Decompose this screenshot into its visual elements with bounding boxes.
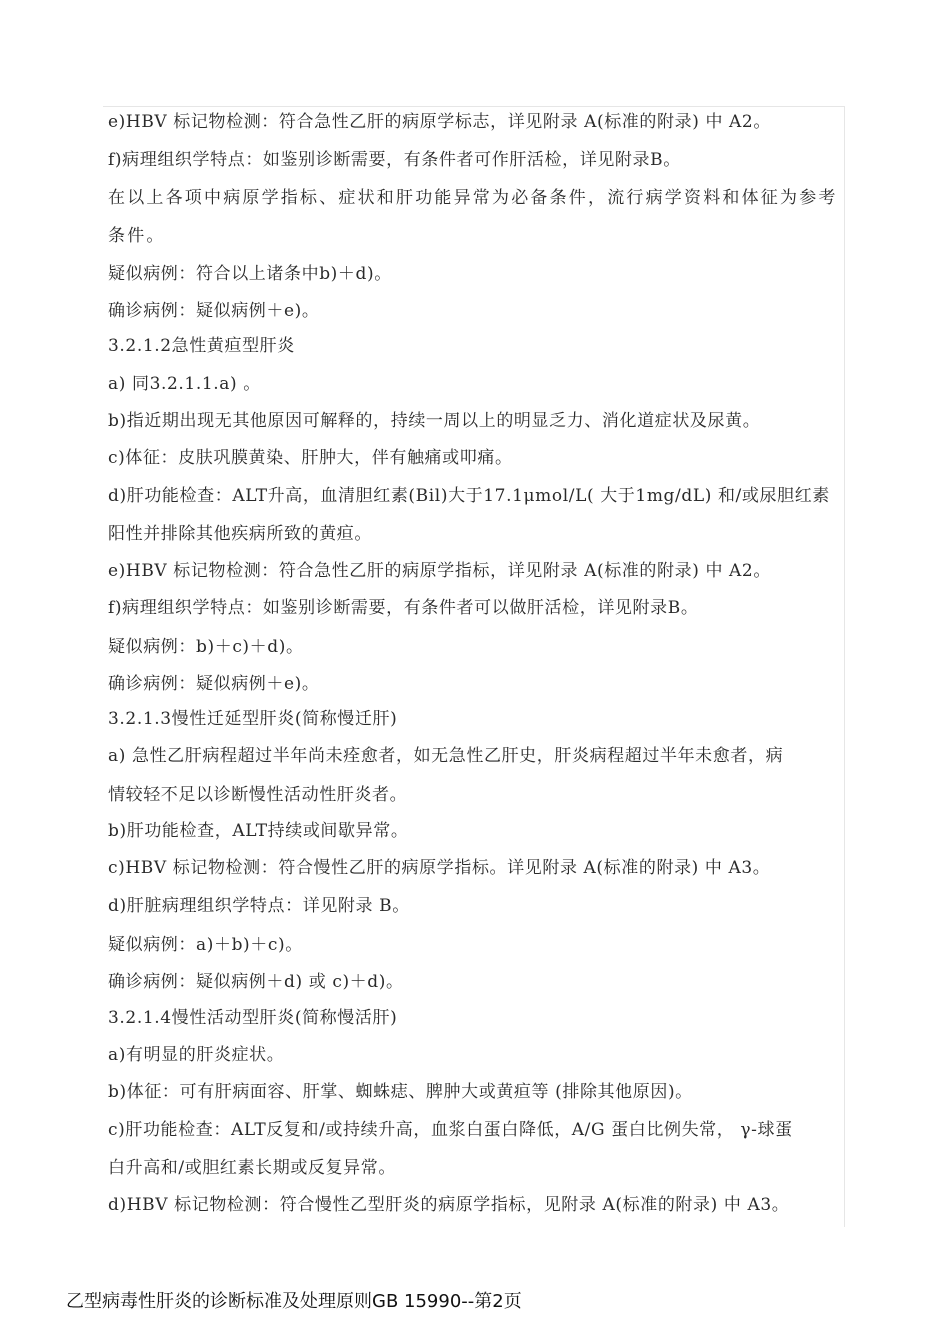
text-line: 确诊病例：疑似病例＋d) 或 c)＋d)。 — [108, 972, 404, 992]
text-line: 白升高和/或胆红素长期或反复异常。 — [108, 1158, 396, 1178]
text-line: 疑似病例：符合以上诸条中b)＋d)。 — [108, 264, 392, 284]
text-line: c)HBV 标记物检测：符合慢性乙肝的病原学指标。详见附录 A(标准的附录) 中 A3。 — [108, 858, 771, 878]
text-line: d)肝功能检查：ALT升高，血清胆红素(Bil)大于17.1μmol/L( 大于1mg/dL) 和/或尿胆红素 — [108, 486, 830, 506]
text-line: a)有明显的肝炎症状。 — [108, 1045, 285, 1065]
text-line: 阳性并排除其他疾病所致的黄疸。 — [108, 524, 372, 544]
text-line: 确诊病例：疑似病例＋e)。 — [108, 674, 320, 694]
text-line: b)指近期出现无其他原因可解释的，持续一周以上的明显乏力、消化道症状及尿黄。 — [108, 411, 761, 431]
text-line: d)肝脏病理组织学特点：详见附录 B。 — [108, 896, 410, 916]
text-line: b)肝功能检查，ALT持续或间歇异常。 — [108, 821, 409, 841]
text-line: 疑似病例：b)＋c)＋d)。 — [108, 637, 304, 657]
text-line: c)肝功能检查：ALT反复和/或持续升高，血浆白蛋白降低，A/G 蛋白比例失常， γ-球蛋 — [108, 1120, 793, 1140]
text-line: e)HBV 标记物检测：符合急性乙肝的病原学指标，详见附录 A(标准的附录) 中 A2。 — [108, 561, 771, 581]
text-line: b)体征：可有肝病面容、肝掌、蜘蛛痣、脾肿大或黄疸等 (排除其他原因)。 — [108, 1082, 693, 1102]
section-heading: 3.2.1.3慢性迁延型肝炎(简称慢迁肝) — [108, 709, 398, 729]
text-line: c)体征：皮肤巩膜黄染、肝肿大，伴有触痛或叩痛。 — [108, 448, 513, 468]
text-line: 在以上各项中病原学指标、症状和肝功能异常为必备条件，流行病学资料和体征为参考 — [108, 188, 838, 208]
section-heading: 3.2.1.4慢性活动型肝炎(简称慢活肝) — [108, 1008, 398, 1028]
text-line: f)病理组织学特点：如鉴别诊断需要，有条件者可以做肝活检，详见附录B。 — [108, 598, 699, 618]
text-line: a) 急性乙肝病程超过半年尚未痊愈者，如无急性乙肝史，肝炎病程超过半年未愈者，病 — [108, 746, 784, 766]
text-line: d)HBV 标记物检测：符合慢性乙型肝炎的病原学指标，见附录 A(标准的附录) 中 A3。 — [108, 1195, 790, 1215]
text-line: 疑似病例：a)＋b)＋c)。 — [108, 935, 303, 955]
section-heading: 3.2.1.2急性黄疸型肝炎 — [108, 336, 295, 356]
text-line: f)病理组织学特点：如鉴别诊断需要，有条件者可作肝活检，详见附录B。 — [108, 150, 681, 170]
text-line: 情较轻不足以诊断慢性活动性肝炎者。 — [108, 785, 408, 805]
text-line: 条件。 — [108, 226, 166, 246]
page-footer: 乙型病毒性肝炎的诊断标准及处理原则GB 15990--第2页 — [66, 1291, 522, 1312]
text-line: a) 同3.2.1.1.a) 。 — [108, 374, 261, 394]
text-line: 确诊病例：疑似病例＋e)。 — [108, 301, 320, 321]
text-line: e)HBV 标记物检测：符合急性乙肝的病原学标志，详见附录 A(标准的附录) 中 A2。 — [108, 112, 771, 132]
